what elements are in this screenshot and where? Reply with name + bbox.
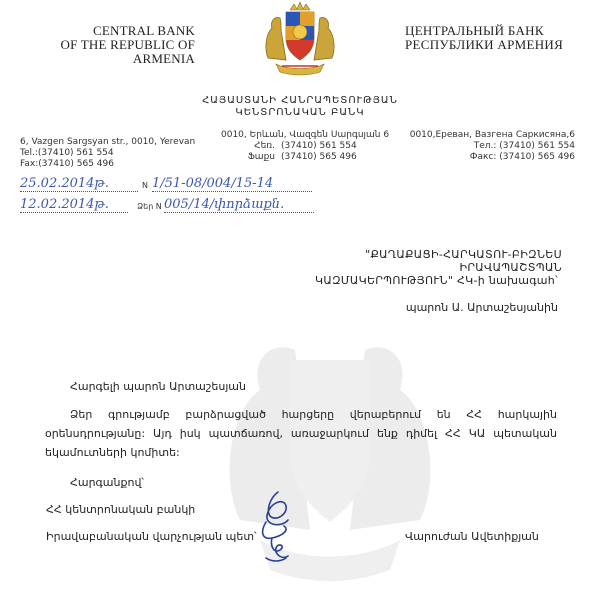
bank-name-am-line2: ԿԵՆՏՐՈՆԱԿԱՆ ԲԱՆԿ <box>235 107 365 118</box>
address-en <box>20 137 196 170</box>
address-ru-fax <box>405 152 575 163</box>
registration-line-incoming <box>20 197 320 217</box>
address-ru <box>405 130 575 163</box>
address-en-tel-label: Tel.: <box>20 148 38 158</box>
outgoing-number-label: N <box>142 181 148 190</box>
address-am-street: 0010, Երևան, Վազգեն Սարգսյան 6 <box>221 130 390 140</box>
handwritten-signature <box>248 488 308 566</box>
bank-name-ru-line1: ЦЕНТРАЛЬНЫЙ БАНК <box>405 23 544 38</box>
address-am-fax <box>221 152 381 163</box>
address-ru-street: 0010,Ереван, Вазгена Саркисяна,6 <box>409 130 575 140</box>
address-en-fax <box>20 159 192 170</box>
letter-paragraph-line3: եկամուտների կոմիտե: <box>45 446 180 459</box>
incoming-number: 005/14/փորձաքն. <box>164 197 314 213</box>
address-am-fax-value: (37410) 565 496 <box>281 152 357 162</box>
recipient-line3: պարոն Ա. Արտաշեսյանին <box>405 301 558 314</box>
closing: Հարգանքով՝ <box>70 476 145 489</box>
incoming-date: 12.02.2014թ. <box>20 197 128 213</box>
address-en-fax-label: Fax: <box>20 159 39 169</box>
signatory-organization: ՀՀ կենտրոնական բանկի <box>46 503 196 516</box>
bank-name-am-line1: ՀԱՅԱՍՏԱՆԻ ՀԱՆՐԱՊԵՏՈՒԹՅԱՆ <box>202 95 398 106</box>
address-am-tel-value: (37410) 561 554 <box>281 141 357 151</box>
recipient-line2: ԿԱԶՄԱԿԵՐՊՈՒԹՅՈՒՆ" ՀԿ-ի նախագահ՝ <box>315 274 558 287</box>
bank-name-ru-line2: РЕСПУБЛИКИ АРМЕНИЯ <box>405 37 564 52</box>
outgoing-number: 1/51-08/004/15-14 <box>152 176 312 192</box>
bank-name-am <box>0 95 600 119</box>
bank-name-en-line1: CENTRAL BANK <box>93 23 195 38</box>
address-ru-tel <box>405 141 575 152</box>
salutation: Հարգելի պարոն Արտաշեսյան <box>70 380 246 393</box>
address-am <box>221 130 390 163</box>
armenian-coat-of-arms-icon <box>260 0 340 80</box>
address-en-tel <box>20 148 192 159</box>
signatory-position: Իրավաբանական վարչության պետ՝ <box>46 530 257 543</box>
address-am-tel-label: Հեռ. <box>254 141 275 151</box>
bank-name-en-line2: OF THE REPUBLIC OF ARMENIA <box>60 37 195 66</box>
address-ru-fax-label: Факс: <box>469 152 497 162</box>
incoming-number-label: Ձեր N <box>137 202 162 211</box>
letter-paragraph-line2: օրենսդրությանը: Այդ իսկ պատճառով, առաջարկում ենք դիմել ՀՀ ԿԱ պետական <box>45 427 557 440</box>
address-ru-fax-value: (37410) 565 496 <box>499 152 575 162</box>
address-am-tel <box>221 141 381 152</box>
outgoing-date: 25.02.2014թ. <box>20 176 138 192</box>
registration-line-outgoing <box>20 176 320 196</box>
bank-name-en <box>20 24 195 66</box>
address-en-tel-value: (37410) 561 554 <box>37 148 114 158</box>
signatory-name: Վարուժան Ավետիքյան <box>405 530 539 543</box>
address-en-street: 6, Vazgen Sargsyan str., 0010, Yerevan <box>20 137 196 147</box>
address-am-fax-label: Ֆաքս <box>247 152 275 162</box>
recipient-line1: "ՔԱՂԱՔԱՑԻ-ՀԱՐԿԱՏՈՒ-ԲԻԶՆԵՍ ԻՐԱՎԱՊԱՇՏՊԱՆ <box>365 248 562 274</box>
bank-name-ru <box>405 24 575 52</box>
address-ru-tel-value: (37410) 561 554 <box>499 141 575 151</box>
letter-paragraph-line1: Ձեր գրությամբ բարձրացված հարցերը վերաբերում են ՀՀ հարկային <box>70 408 557 421</box>
letter-paragraph <box>45 405 557 462</box>
address-ru-tel-label: Тел.: <box>473 141 497 151</box>
address-en-fax-value: (37410) 565 496 <box>38 159 114 169</box>
